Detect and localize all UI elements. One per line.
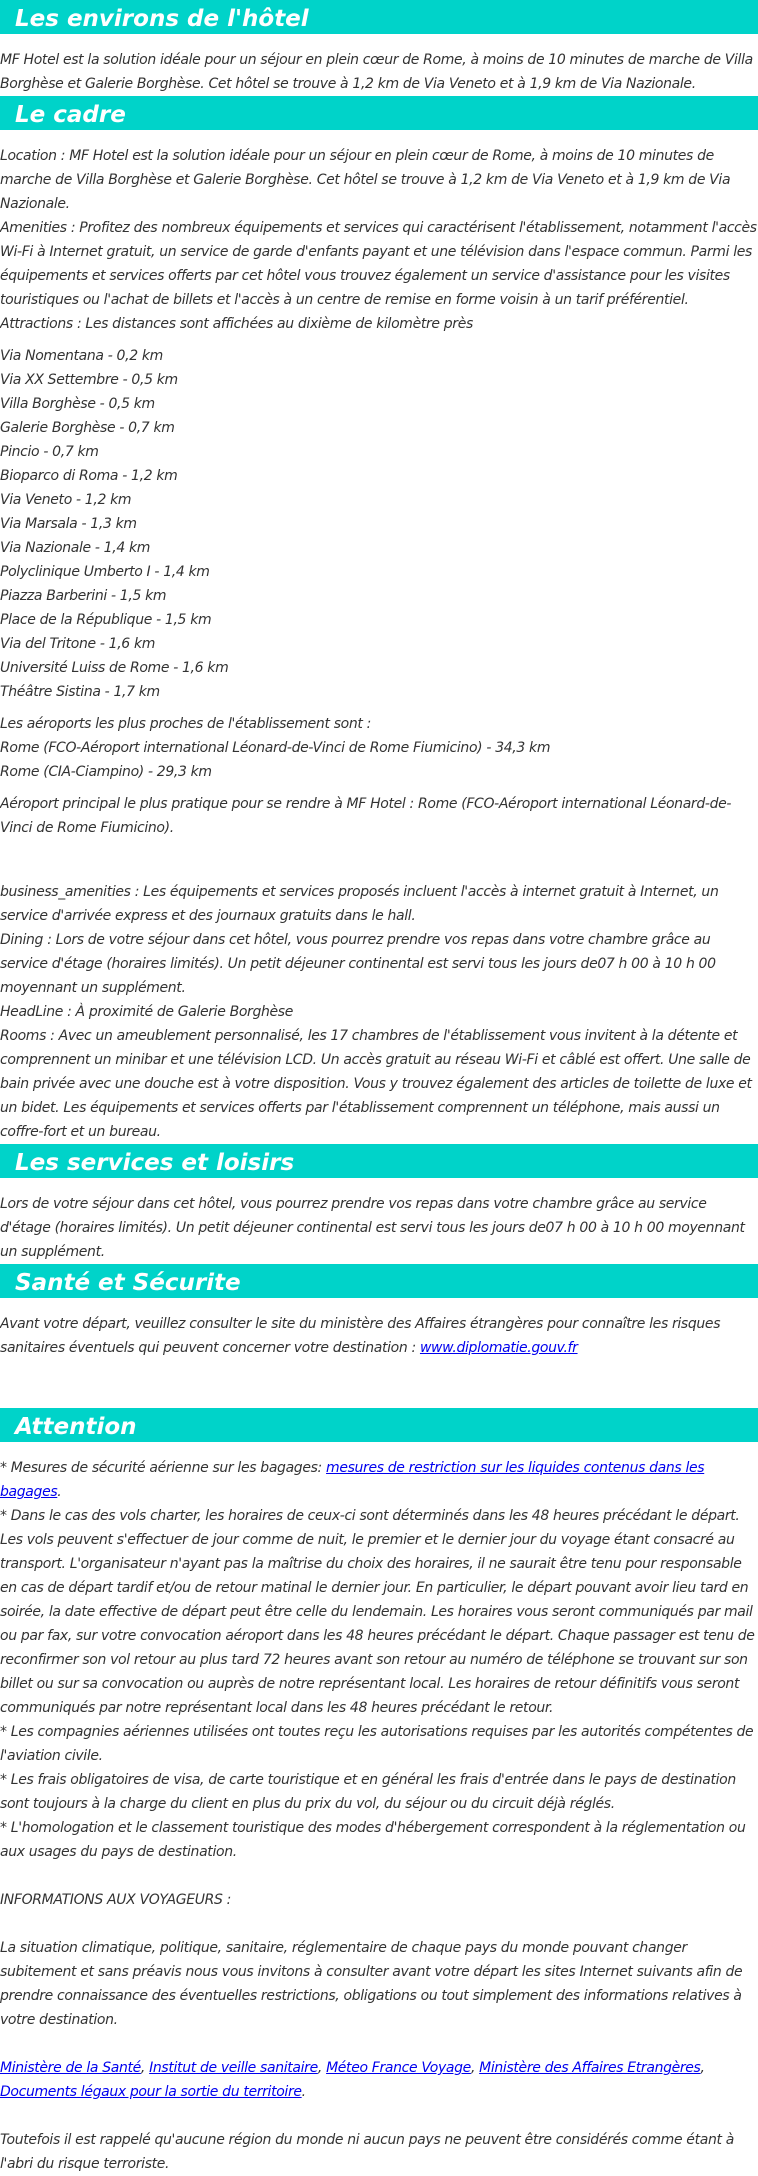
list-item: Via Veneto - 1,2 km — [0, 492, 132, 508]
section-title-sante: Santé et Sécurite — [0, 1264, 758, 1298]
list-item: Bioparco di Roma - 1,2 km — [0, 468, 178, 484]
rooms-text: Rooms : Avec un ameublement personnalisé, les 17 chambres de l'établissement vous invitent à la détente et comprennent un minibar et une télévision LCD. Un accès gratuit au réseau Wi-Fi et câblé est offert. Une salle de bain privée avec une douche est à votre disposition. Vous y trouvez également des articles de toilette de luxe et un bidet. Les équipements et services offerts par l'établissement comprennent un téléphone, mais aussi un coffre-fort et un bureau. — [0, 1028, 752, 1140]
sante-text-body: Avant votre départ, veuillez consulter le site du ministère des Affaires étrangères pour connaître les risques sanitaires éventuels qui peuvent concerner votre destination : — [0, 1316, 721, 1356]
section-title-environs: Les environs de l'hôtel — [0, 0, 758, 34]
list-item: Polyclinique Umberto I - 1,4 km — [0, 564, 210, 580]
main-airport: Aéroport principal le plus pratique pour se rendre à MF Hotel : Rome (FCO-Aéroport international Léonard-de-Vinci de Rome Fiumicino). — [0, 796, 732, 836]
list-item: Via XX Settembre - 0,5 km — [0, 372, 178, 388]
info-title: INFORMATIONS AUX VOYAGEURS : — [0, 1892, 231, 1908]
airport-item: Rome (CIA-Ciampino) - 29,3 km — [0, 764, 212, 780]
list-item: Via Nazionale - 1,4 km — [0, 540, 151, 556]
attention-p3: * Les compagnies aériennes utilisées ont toutes reçu les autorisations requises par les autorités compétentes de l'aviation civile. — [0, 1724, 754, 1764]
list-item: Université Luiss de Rome - 1,6 km — [0, 660, 229, 676]
link-separator: , — [700, 2060, 705, 2076]
link-separator: , — [470, 2060, 480, 2076]
liquids-restriction-link[interactable]: mesures de restriction sur les liquides contenus dans les bagages — [0, 1460, 705, 1500]
list-item: Via Nomentana - 0,2 km — [0, 348, 163, 364]
list-item: Piazza Barberini - 1,5 km — [0, 588, 167, 604]
resource-links — [0, 2056, 758, 2104]
dining-text: Dining : Lors de votre séjour dans cet hôtel, vous pourrez prendre vos repas dans votre chambre grâce au service d'étage (horaires limités). Un petit déjeuner continental est servi tous les jours de07 h 00 à 10 h 00 moyennant un supplément. — [0, 932, 716, 996]
business-amenities: business_amenities : Les équipements et services proposés incluent l'accès à internet gratuit à Internet, un service d'arrivée express et des journaux gratuits dans le hall. — [0, 884, 719, 924]
link-separator: , — [317, 2060, 327, 2076]
section-title-services: Les services et loisirs — [0, 1144, 758, 1178]
list-item: Pincio - 0,7 km — [0, 444, 99, 460]
airports-intro: Les aéroports les plus proches de l'établissement sont : — [0, 716, 371, 732]
attention-p5: * L'homologation et le classement touristique des modes d'hébergement correspondent à la réglementation ou aux usages du pays de destination. — [0, 1820, 746, 1860]
section-title-cadre: Le cadre — [0, 96, 758, 130]
sante-text — [0, 1312, 758, 1360]
info-text: La situation climatique, politique, sanitaire, réglementaire de chaque pays du monde pouvant changer subitement et sans préavis nous vous invitons à consulter avant votre départ les sites Internet suivants afin de prendre connaissance des éventuelles restrictions, obligations ou tout simplement des informations relatives à votre destination. — [0, 1940, 743, 2028]
link-ministere-sante[interactable]: Ministère de la Santé — [0, 2060, 141, 2076]
diplomatie-link[interactable]: www.diplomatie.gouv.fr — [419, 1340, 578, 1356]
attention-p1 — [0, 1456, 758, 1504]
attention-p4: * Les frais obligatoires de visa, de carte touristique et en général les frais d'entrée dans le pays de destination sont toujours à la charge du client en plus du prix du vol, du séjour ou du circuit déjà réglés. — [0, 1772, 736, 1812]
attention-p1-suffix: . — [57, 1484, 62, 1500]
environs-text: MF Hotel est la solution idéale pour un séjour en plein cœur de Rome, à moins de 10 minutes de marche de Villa Borghèse et Galerie Borghèse. Cet hôtel se trouve à 1,2 km de Via Veneto et à 1,9 km de Via Nazionale. — [0, 52, 753, 92]
section-title-attention: Attention — [0, 1408, 758, 1442]
link-affaires-etrangeres[interactable]: Ministère des Affaires Etrangères — [479, 2060, 701, 2076]
list-item: Place de la République - 1,5 km — [0, 612, 212, 628]
headline-text: HeadLine : À proximité de Galerie Borghèse — [0, 1004, 293, 1020]
cadre-location: Location : MF Hotel est la solution idéale pour un séjour en plein cœur de Rome, à moins de 10 minutes de marche de Villa Borghèse et Galerie Borghèse. Cet hôtel se trouve à 1,2 km de Via Veneto et à 1,9 km de Via Nazionale. — [0, 148, 731, 212]
attractions-list — [0, 344, 758, 704]
list-item: Via del Tritone - 1,6 km — [0, 636, 155, 652]
list-item: Villa Borghèse - 0,5 km — [0, 396, 155, 412]
list-item: Galerie Borghèse - 0,7 km — [0, 420, 175, 436]
link-documents-legaux[interactable]: Documents légaux pour la sortie du territoire — [0, 2084, 302, 2100]
link-institut-veille[interactable]: Institut de veille sanitaire — [149, 2060, 318, 2076]
list-item: Théâtre Sistina - 1,7 km — [0, 684, 160, 700]
services-text: Lors de votre séjour dans cet hôtel, vous pourrez prendre vos repas dans votre chambre grâce au service d'étage (horaires limités). Un petit déjeuner continental est servi tous les jours de07 h 00 à 10 h 00 moyennant un supplément. — [0, 1196, 745, 1260]
cadre-attractions-intro: Attractions : Les distances sont affichées au dixième de kilomètre près — [0, 316, 473, 332]
final-note: Toutefois il est rappelé qu'aucune région du monde ni aucun pays ne peuvent être considérés comme étant à l'abri du risque terroriste. — [0, 2132, 734, 2172]
list-item: Via Marsala - 1,3 km — [0, 516, 137, 532]
airport-item: Rome (FCO-Aéroport international Léonard-de-Vinci de Rome Fiumicino) - 34,3 km — [0, 740, 551, 756]
attention-p2: * Dans le cas des vols charter, les horaires de ceux-ci sont déterminés dans les 48 heures précédant le départ. Les vols peuvent s'effectuer de jour comme de nuit, le premier et le dernier jour du voyage étant consacré au transport. L'organisateur n'ayant pas la maîtrise du choix des horaires, il ne saurait être tenu pour responsable en cas de départ tardif et/ou de retour matinal le dernier jour. En particulier, le départ pouvant avoir lieu tard en soirée, la date effective de départ peut être celle du lendemain. Les horaires vous seront communiqués par mail ou par fax, sur votre convocation aéroport dans les 48 heures précédant le départ. Chaque passager est tenu de reconfirmer son vol retour au plus tard 72 heures avant son retour au numéro de téléphone se trouvant sur son billet ou sur sa convocation ou auprès de notre représentant local. Les horaires de retour définitifs vous seront communiqués par notre représentant local dans les 48 heures précédant le retour. — [0, 1508, 755, 1716]
link-separator: , — [140, 2060, 150, 2076]
link-meteo-france[interactable]: Méteo France Voyage — [326, 2060, 471, 2076]
attention-p1-prefix: * Mesures de sécurité aérienne sur les bagages: — [0, 1460, 327, 1476]
links-end: . — [301, 2084, 306, 2100]
cadre-amenities: Amenities : Profitez des nombreux équipements et services qui caractérisent l'établissement, notamment l'accès Wi-Fi à Internet gratuit, un service de garde d'enfants payant et une télévision dans l'espace commun. Parmi les équipements et services offerts par cet hôtel vous trouvez également un service d'assistance pour les visites touristiques ou l'achat de billets et l'accès à un centre de remise en forme voisin à un tarif préférentiel. — [0, 220, 757, 308]
